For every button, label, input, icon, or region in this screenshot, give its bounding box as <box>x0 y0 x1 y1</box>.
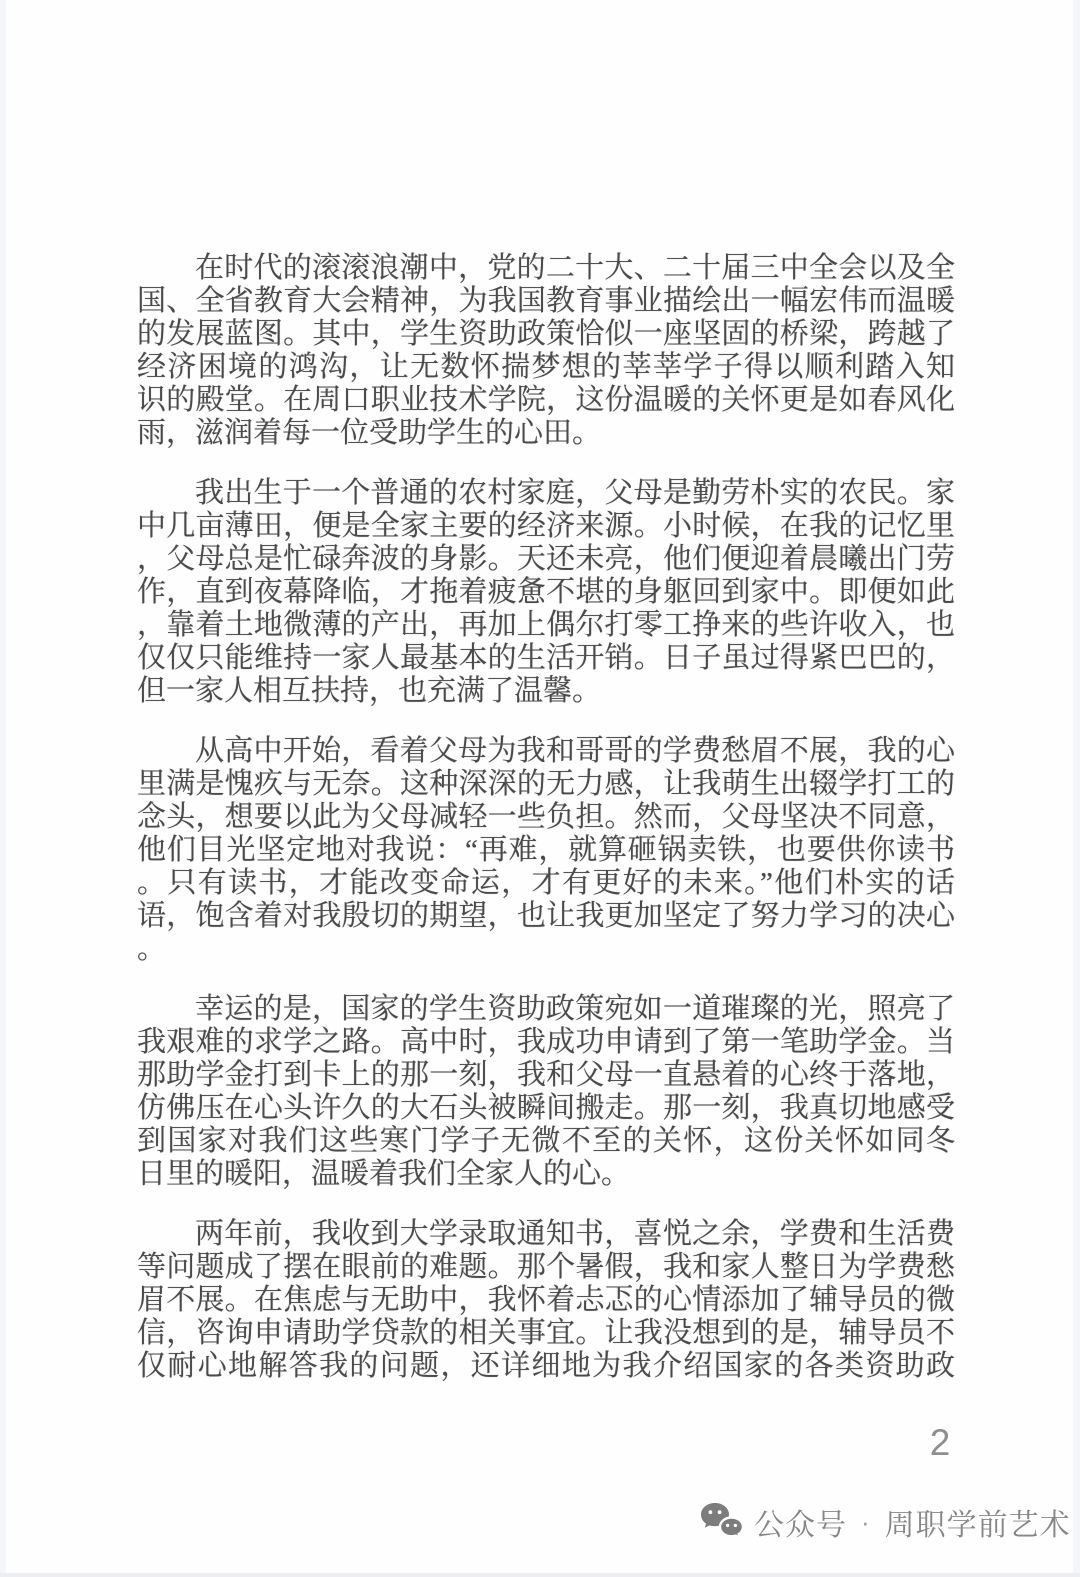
text-line: 那助学金打到卡上的那一刻，我和父母一直悬着的心终于落地， <box>137 1059 955 1091</box>
text-line: 仿佛压在心头许久的大石头被瞬间搬走。那一刻，我真切地感受 <box>137 1092 955 1124</box>
separator-dot: · <box>861 1506 871 1537</box>
text-line: 但一家人相互扶持，也充满了温馨。 <box>137 675 602 707</box>
text-line: 识的殿堂。在周口职业技术学院，这份温暖的关怀更是如春风化 <box>137 384 955 416</box>
paragraph <box>137 1218 955 1383</box>
wechat-icon <box>700 1501 744 1543</box>
text-line: 作，直到夜幕降临，才拖着疲惫不堪的身躯回到家中。即便如此 <box>137 576 955 608</box>
text-line: 两年前，我收到大学录取通知书，喜悦之余，学费和生活费 <box>195 1218 955 1250</box>
paragraph <box>137 735 955 966</box>
paragraph <box>137 993 955 1191</box>
text-line: 等问题成了摆在眼前的难题。那个暑假，我和家人整日为学费愁 <box>137 1251 955 1283</box>
text-line: 在时代的滚滚浪潮中，党的二十大、二十届三中全会以及全 <box>195 252 955 284</box>
text-line: 我出生于一个普通的农村家庭，父母是勤劳朴实的农民。家 <box>195 477 955 509</box>
text-line: 。 <box>137 933 167 965</box>
text-line: 信，咨询申请助学贷款的相关事宜。让我没想到的是，辅导员不 <box>137 1317 955 1349</box>
text-line: 念头，想要以此为父母减轻一些负担。然而，父母坚决不同意， <box>137 801 955 833</box>
text-line: 中几亩薄田，便是全家主要的经济来源。小时候，在我的记忆里 <box>137 510 955 542</box>
text-line: 我艰难的求学之路。高中时，我成功申请到了第一笔助学金。当 <box>137 1026 955 1058</box>
text-line: 幸运的是，国家的学生资助政策宛如一道璀璨的光，照亮了 <box>195 993 955 1025</box>
text-line: ，靠着土地微薄的产出，再加上偶尔打零工挣来的些许收入，也 <box>137 609 955 641</box>
wechat-watermark <box>700 1500 1071 1544</box>
page-number: 2 <box>929 1422 951 1463</box>
page-right-edge <box>1073 0 1080 1577</box>
text-line: 他们目光坚定地对我说：“再难，就算砸锅卖铁，也要供你读书 <box>137 834 955 866</box>
text-line: 从高中开始，看着父母为我和哥哥的学费愁眉不展，我的心 <box>195 735 955 767</box>
wechat-account-label: 公众号 <box>754 1509 847 1542</box>
page-left-edge <box>0 0 6 1577</box>
text-line: 雨，滋润着每一位受助学生的心田。 <box>137 417 602 449</box>
paragraph <box>137 477 955 708</box>
text-line: 。只有读书，才能改变命运，才有更好的未来。”他们朴实的话 <box>137 867 955 899</box>
text-line: ，父母总是忙碌奔波的身影。天还未亮，他们便迎着晨曦出门劳 <box>137 543 955 575</box>
paragraph <box>137 252 955 450</box>
text-line: 日里的暖阳，温暖着我们全家人的心。 <box>137 1158 631 1190</box>
text-line: 里满是愧疚与无奈。这种深深的无力感，让我萌生出辍学打工的 <box>137 768 955 800</box>
text-line: 的发展蓝图。其中，学生资助政策恰似一座坚固的桥梁，跨越了 <box>137 318 955 350</box>
text-line: 到国家对我们这些寒门学子无微不至的关怀，这份关怀如同冬 <box>137 1125 955 1157</box>
text-line: 仅耐心地解答我的问题，还详细地为我介绍国家的各类资助政 <box>137 1350 955 1382</box>
essay-body <box>137 252 955 1410</box>
text-line: 仅仅只能维持一家人最基本的生活开销。日子虽过得紧巴巴的， <box>137 642 955 674</box>
text-line: 国、全省教育大会精神，为我国教育事业描绘出一幅宏伟而温暖 <box>137 285 955 317</box>
wechat-account-name: 周职学前艺术 <box>884 1509 1071 1542</box>
text-line: 经济困境的鸿沟，让无数怀揣梦想的莘莘学子得以顺利踏入知 <box>137 351 955 383</box>
text-line: 语，饱含着对我殷切的期望，也让我更加坚定了努力学习的决心 <box>137 900 955 932</box>
text-line: 眉不展。在焦虑与无助中，我怀着忐忑的心情添加了辅导员的微 <box>137 1284 955 1316</box>
bottom-divider <box>0 1573 1080 1577</box>
